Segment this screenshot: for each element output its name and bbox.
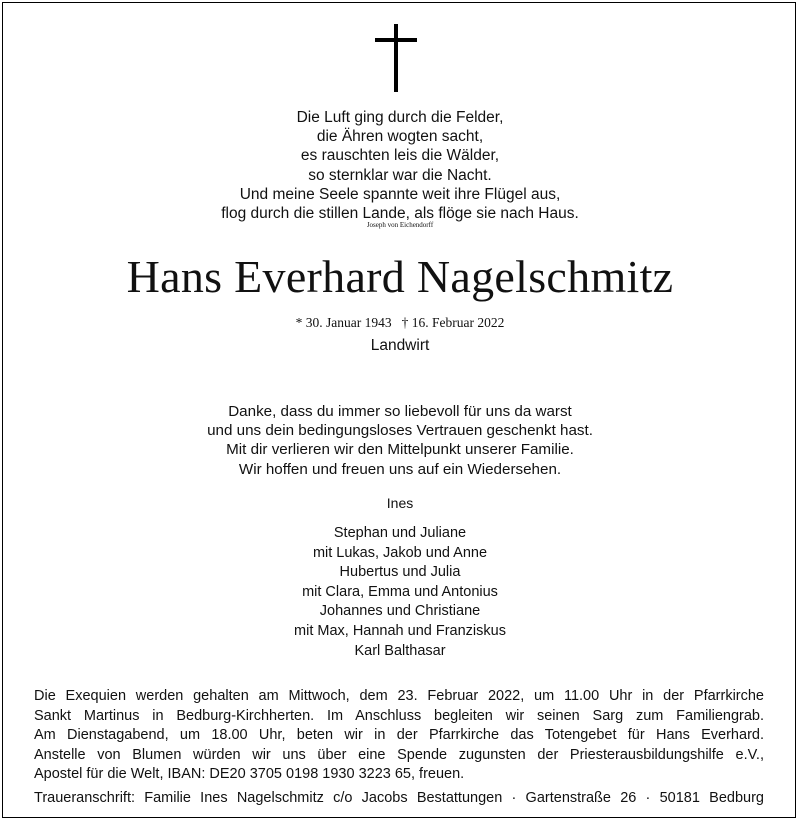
poem-line: es rauschten leis die Wälder, [300, 147, 500, 165]
family-list [0, 524, 800, 661]
poem-line: flog durch die stillen Lande, als flöge sie nach Haus. [221, 205, 579, 223]
family-member: Karl Balthasar [354, 642, 446, 659]
life-dates [0, 314, 800, 331]
funeral-info-line: Apostel für die Welt, IBAN: DE20 3705 0198 1930 3223 65, freuen. [34, 766, 465, 783]
family-member: mit Lukas, Jakob und Anne [312, 544, 488, 561]
birth-date: * 30. Januar 1943 [295, 315, 392, 330]
poem-line: so sternklar war die Nacht. [308, 166, 492, 184]
tribute-line: und uns dein bedingungsloses Vertrauen geschenkt hast. [207, 422, 593, 440]
family-member: mit Max, Hannah und Franziskus [294, 622, 506, 639]
poem-author: Joseph von Eichendorff [366, 221, 434, 229]
latin-cross-icon [369, 24, 423, 92]
family-member: Stephan und Juliane [333, 525, 467, 541]
death-date: † 16. Februar 2022 [401, 315, 505, 330]
tribute-line: Mit dir verlieren wir den Mittelpunkt unserer Familie. [226, 441, 574, 459]
funeral-info-line: Am Dienstagabend, um 18.00 Uhr, beten wir in der Pfarrkirche das Totengebet für Hans Everhard. [34, 727, 764, 744]
poem-line: Und meine Seele spannte weit ihre Flügel aus, [239, 185, 561, 203]
poem-line: die Ähren wogten sacht, [316, 128, 484, 146]
poem [0, 108, 800, 223]
deceased-name: Hans Everhard Nagelschmitz [126, 251, 674, 302]
poem-line: Die Luft ging durch die Felder, [296, 109, 504, 126]
family-member: Hubertus und Julia [339, 564, 461, 581]
funeral-info-line: Anstelle von Blumen würden wir uns über eine Spende zugunsten der Priesterausbildungshilfe e.V., [34, 746, 764, 763]
tribute-line: Danke, dass du immer so liebevoll für uns da warst [228, 403, 572, 420]
tribute-line: Wir hoffen und freuen uns auf ein Wiedersehen. [238, 460, 562, 478]
tribute-text [0, 402, 800, 479]
family-member: Johannes und Christiane [319, 603, 481, 620]
family-member: mit Clara, Emma und Antonius [302, 583, 498, 600]
occupation: Landwirt [370, 337, 430, 354]
funeral-info-line: Die Exequien werden gehalten am Mittwoch, dem 23. Februar 2022, um 11.00 Uhr in der Pfarrkirche [34, 688, 764, 704]
funeral-info [34, 687, 764, 785]
spouse-name: Ines [386, 495, 414, 511]
funeral-info-line: Sankt Martinus in Bedburg-Kirchherten. Im Anschluss begleiten wir seinen Sarg zum Familiengrab. [34, 707, 764, 724]
mourning-address: Traueranschrift: Familie Ines Nagelschmitz c/o Jacobs Bestattungen · Gartenstraße 26 · 50181 Bedburg [34, 790, 764, 806]
